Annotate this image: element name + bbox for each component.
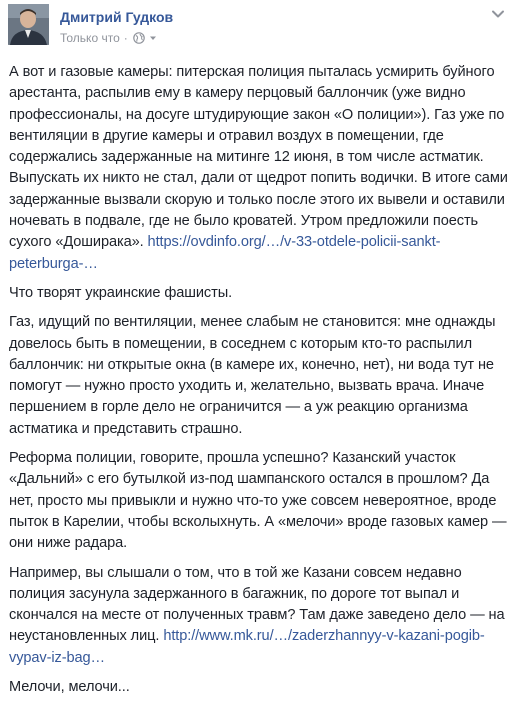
post-time[interactable]: Только что bbox=[60, 31, 120, 45]
meta-separator: · bbox=[123, 31, 128, 45]
chevron-down-icon[interactable] bbox=[491, 9, 505, 19]
paragraph-text: Например, вы слышали о том, что в той же Казани совсем недавно полиция засунула задержанного в багажник, по дороге тот выпал и скончался на месте от полученных травм? Там даже заведено дело — на неустановленных лиц. bbox=[9, 564, 505, 645]
avatar[interactable] bbox=[8, 4, 49, 45]
paragraph-text: Мелочи, мелочи... bbox=[9, 679, 130, 696]
caret-down-icon[interactable] bbox=[148, 33, 158, 43]
avatar-photo-icon bbox=[8, 4, 49, 45]
post-paragraph bbox=[9, 283, 509, 304]
post-header bbox=[0, 0, 517, 58]
author-name[interactable]: Дмитрий Гудков bbox=[60, 9, 174, 25]
post-paragraph bbox=[9, 563, 509, 669]
ovdinfo-link[interactable]: https://ovdinfo.org/…/v-33-otdele-policii-sankt-peterburga-… bbox=[9, 234, 441, 272]
post-meta bbox=[60, 31, 158, 45]
post-paragraph bbox=[9, 677, 509, 698]
paragraph-text: А вот и газовые камеры: питерская полиция пыталась усмирить буйного арестанта, распылив ему в камеру перцовый баллончик (уже видно профессионалы, на досуге штудирующие закон «О полиции»). Газ уже по вентиляции в другие камеры и отравил воздух в помещении, где содержались задержанные на митинге 12 июня, в том числе астматик. Выпускать их никто не стал, дали от щедрот попить водички. В итоге сами задержанные вызвали скорую и только после этого их вывели и оставили ночевать в подвале, где не было кроватей. Утром предложили поесть сухого «Доширака». bbox=[9, 64, 508, 251]
post-body bbox=[9, 62, 509, 706]
mk-link[interactable]: http://www.mk.ru/…/zaderzhannyy-v-kazani-pogib-vypav-iz-bag… bbox=[9, 628, 485, 666]
paragraph-text: Что творят украинские фашисты. bbox=[9, 284, 233, 301]
globe-icon[interactable] bbox=[133, 32, 145, 44]
paragraph-text: Реформа полиции, говорите, прошла успешно? Казанский участок «Дальний» с его бутылкой из-под шампанского остался в прошлом? Да нет, просто мы привыкли и нужно что-то уже совсем невероятное, вроде пыток в Карелии, чтобы всколыхнуть. А «мелочи» вроде газовых камер — они ниже радара. bbox=[9, 450, 507, 552]
post-paragraph bbox=[9, 62, 509, 275]
post-paragraph bbox=[9, 448, 509, 554]
paragraph-text: Газ, идущий по вентиляции, менее слабым не становится: мне однажды довелось быть в помещении, в соседнем с которым кто-то распылил баллончик: ни открытые окна (в камере их, конечно, нет), ни вода тут не помогут — нужно просто уходить и, желательно, вызвать врача. Иначе першением в горле дело не ограничится — а уж реакцию организма астматика и представить страшно. bbox=[9, 314, 496, 437]
post-paragraph bbox=[9, 312, 509, 440]
